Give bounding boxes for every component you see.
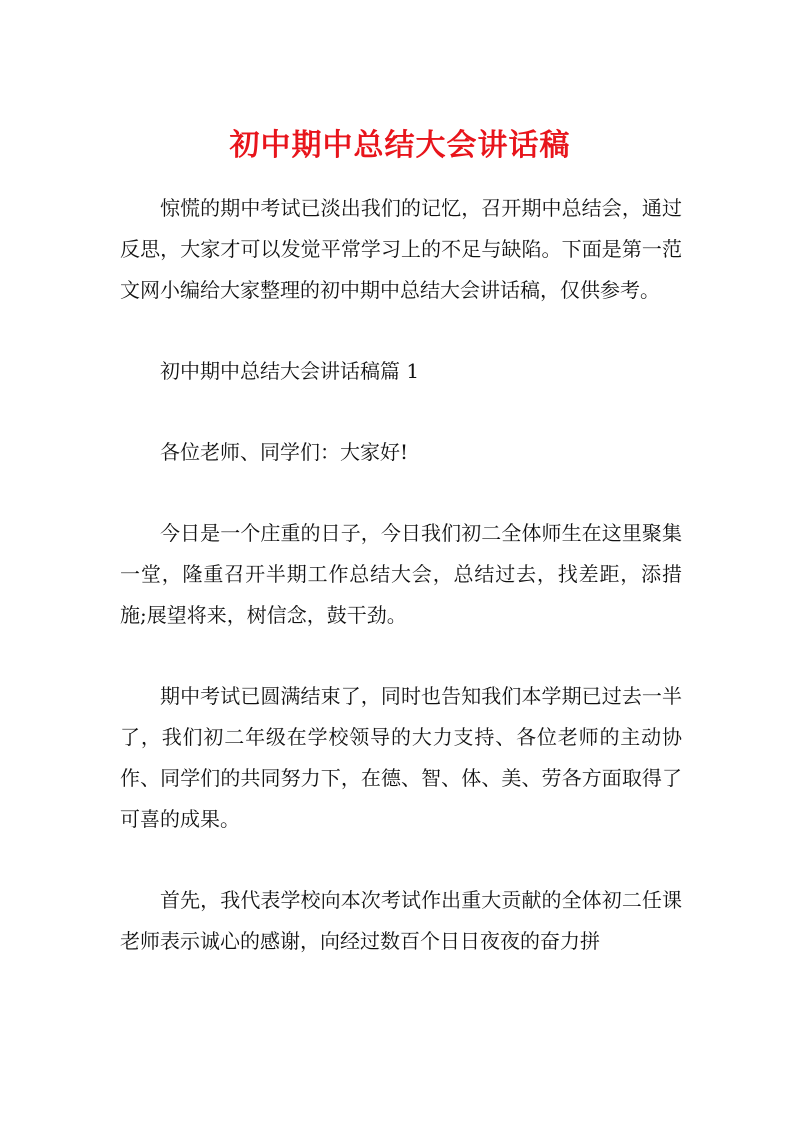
paragraph-intro: 惊慌的期中考试已淡出我们的记忆，召开期中总结会，通过反思，大家才可以发觉平常学习上的不足与缺陷。下面是第一范文网小编给大家整理的初中期中总结大会讲话稿，仅供参考。 <box>120 196 682 302</box>
paragraph-midterm: 期中考试已圆满结束了，同时也告知我们本学期已过去一半了，我们初二年级在学校领导的大力支持、各位老师的主动协作、同学们的共同努力下，在德、智、体、美、劳各方面取得了可喜的成果。 <box>120 684 682 831</box>
document-body <box>120 188 682 1002</box>
paragraph-today: 今日是一个庄重的日子，今日我们初二全体师生在这里聚集一堂，隆重召开半期工作总结大会，总结过去，找差距，添措施;展望将来，树信念，鼓干劲。 <box>120 521 682 627</box>
document-title: 初中期中总结大会讲话稿 <box>229 128 571 163</box>
section-heading: 初中期中总结大会讲话稿篇 1 <box>160 359 420 383</box>
paragraph-greeting: 各位老师、同学们：大家好! <box>160 440 409 464</box>
paragraph-thanks: 首先，我代表学校向本次考试作出重大贡献的全体初二任课老师表示诚心的感谢，向经过数百个日日夜夜的奋力拼 <box>120 888 682 953</box>
